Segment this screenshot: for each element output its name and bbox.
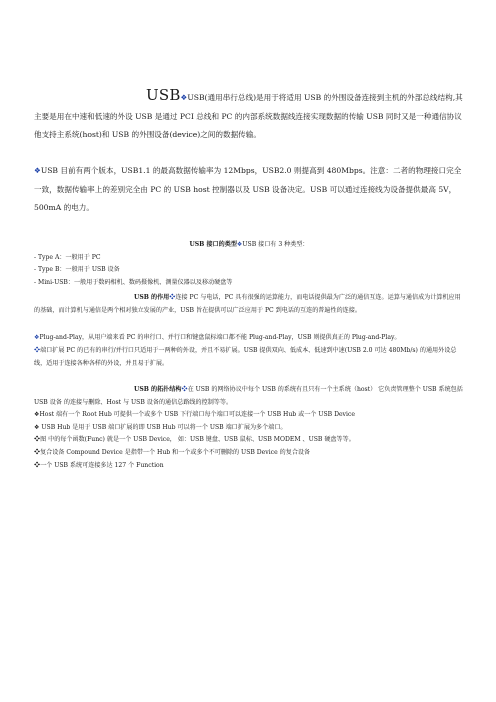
topology-list-item: ❖一个 USB 系统可连接多达 127 个 Function bbox=[34, 461, 164, 469]
versions-text: USB 目前有两个版本，USB1.1 的最高数据传输率为 12Mbps，USB2.0 则提高到 480Mbps。注意：二者的物理接口完全一致，数据传输率上的差别完全由 PC 的 USB host 控制器以及 USB 设备决定。USB 可以通过连接线为设备提供最高 5V，500mA 的电力。 bbox=[34, 166, 462, 212]
types-heading-rest: USB 接口有 3 种类型： bbox=[242, 241, 309, 248]
type-list-item: - Mini-USB：一般用于数码相机、数码摄像机、测量仪器以及移动硬盘等 bbox=[34, 278, 233, 286]
types-heading-bold: USB 接口的类型 bbox=[189, 241, 237, 248]
role-heading-bold: USB 的作用 bbox=[134, 294, 170, 301]
bullet-diamond-icon: ❖ bbox=[169, 294, 176, 301]
bullet-diamond-icon: ❖ bbox=[181, 386, 188, 393]
plugplay-text: Plug-and-Play，从用户端来看 PC 的串行口、并行口和键盘鼠标端口都不能 Plug-and-Play，USB 则提供真正的 Plug-and-Play。 bbox=[39, 334, 401, 341]
intro-lead-word: USB bbox=[146, 86, 181, 104]
plugplay-paragraph bbox=[34, 332, 464, 345]
topology-heading-paragraph bbox=[34, 384, 464, 409]
topology-section bbox=[34, 384, 464, 472]
intro-paragraph bbox=[34, 86, 464, 145]
type-list-item: - Type B：一般用于 USB 设备 bbox=[34, 266, 120, 274]
topology-heading-bold: USB 的拓扑结构 bbox=[134, 386, 182, 393]
usb-types-section bbox=[34, 239, 464, 289]
bullet-diamond-icon: ❖ bbox=[180, 93, 188, 102]
role-paragraph bbox=[34, 292, 464, 317]
bullet-diamond-icon: ❖ bbox=[236, 241, 243, 248]
topology-list-item: ❖ USB Hub 是用于 USB 端口扩展的即 USB Hub 可以将一个 USB 端口扩展为多个端口。 bbox=[34, 423, 287, 431]
bullet-diamond-icon: ❖ bbox=[34, 166, 41, 175]
expand-paragraph bbox=[34, 345, 464, 370]
types-heading bbox=[34, 239, 464, 252]
type-list-item: - Type A：一般用于 PC bbox=[34, 253, 101, 261]
role-text: 连接 PC 与电话，PC 具有很强的运算能力，而电话提供最为广泛的通信互连。运算与通信成为计算机应用的基础，而计算机与通信是两个相对独立发展的产业，USB 旨在提供可以广泛应用于 PC 到电话的互连的普遍性的连接。 bbox=[34, 294, 461, 314]
topology-list-item: ❖复合设备 Compound Device 是指带一个 Hub 和一个或多个不可删除的 USB Device 的复合设备 bbox=[34, 448, 311, 456]
bullet-diamond-icon: ❖ bbox=[34, 347, 41, 354]
topology-list-item: ❖图 中的每个函数(Func) 就是一个 USB Device， 如：USB 键盘、USB 鼠标、USB MODEM 、USB 硬盘等等。 bbox=[34, 436, 355, 444]
bullet-diamond-icon: ❖ bbox=[34, 334, 40, 341]
intro-text: USB(通用串行总线)是用于将适用 USB 的外围设备连接到主机的外部总线结构,其主要是用在中速和低速的外设 USB 是通过 PCI 总线和 PC 的内部系统数据线连接实现数据的传输 USB 同时又是一种通信协议他支持主系统(host)和 USB 的外围设备(device)之间的数据传输。 bbox=[34, 93, 463, 139]
topology-list-item: ❖Host 端有一个 Root Hub 可提供一个或多个 USB 下行端口每个端口可以连接一个 USB Hub 或一个 USB Device bbox=[34, 411, 355, 419]
versions-paragraph bbox=[34, 162, 464, 218]
topology-text: 在 USB 的网络协议中每个 USB 的系统有且只有一个主系统（host） 它负责管理整个 USB 系统包括 USB 设备 的连接与删除、Host 与 USB 设备的通信总路线的控制等等。 bbox=[34, 386, 463, 406]
expand-text: 端口扩展 PC 的已有的串行/并行口只适用于一两种的外设，并且不易扩展。USB 提供双向、低成本、低速到中速(USB 2.0 可达 480Mb/s) 的通用外设总线，适用于连接各种各样的外设，并且易于扩展。 bbox=[34, 347, 457, 367]
